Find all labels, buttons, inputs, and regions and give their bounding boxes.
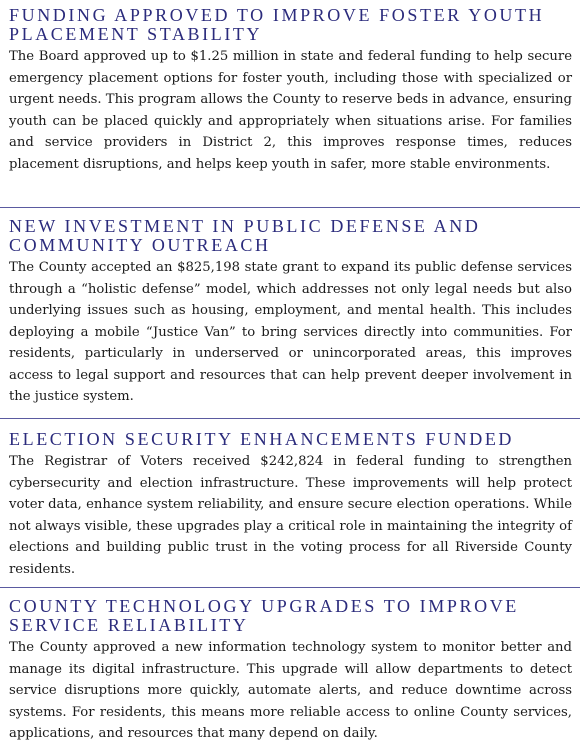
section-heading: ELECTION SECURITY ENHANCEMENTS FUNDED bbox=[9, 429, 515, 449]
section-heading: FUNDING APPROVED TO IMPROVE FOSTER YOUTH PLACEMENT STABILITY bbox=[9, 5, 545, 44]
section-divider bbox=[0, 207, 580, 208]
section-election-security bbox=[0, 430, 580, 580]
section-body: The County approved a new information technology system to monitor better and manage its digital infrastructure. This upgrade will allow departments to detect service disruptions more quickly, automate alerts, and reduce downtime across systems. For residents, this means more reliable access to online County services, applications, and resources that many depend on daily. bbox=[9, 640, 572, 741]
section-foster-youth bbox=[0, 6, 580, 175]
section-divider bbox=[0, 587, 580, 588]
section-heading: NEW INVESTMENT IN PUBLIC DEFENSE AND COMMUNITY OUTREACH bbox=[9, 216, 481, 255]
section-technology-upgrades bbox=[0, 597, 580, 745]
section-body: The Board approved up to $1.25 million in state and federal funding to help secure emergency placement options for foster youth, including those with specialized or urgent needs. This program allows the County to reserve beds in advance, ensuring youth can be placed quickly and appropriately when situations arise. For families and service providers in District 2, this improves response times, reduces placement disruptions, and helps keep youth in safer, more stable environments. bbox=[9, 49, 572, 172]
section-body: The County accepted an $825,198 state grant to expand its public defense services through a “holistic defense” model, which addresses not only legal needs but also underlying issues such as housing, employment, and mental health. This includes deploying a mobile “Justice Van” to bring services directly into communities. For residents, particularly in underserved or unincorporated areas, this improves access to legal support and resources that can help prevent deeper involvement in the justice system. bbox=[9, 260, 572, 404]
section-public-defense bbox=[0, 217, 580, 408]
section-heading: COUNTY TECHNOLOGY UPGRADES TO IMPROVE SERVICE RELIABILITY bbox=[9, 596, 519, 635]
section-body: The Registrar of Voters received $242,824 in federal funding to strengthen cybersecurity and election infrastructure. These improvements will help protect voter data, enhance system reliability, and ensure secure election operations. While not always visible, these upgrades play a critical role in maintaining the integrity of elections and building public trust in the voting process for all Riverside County residents. bbox=[9, 454, 572, 577]
section-divider bbox=[0, 418, 580, 419]
